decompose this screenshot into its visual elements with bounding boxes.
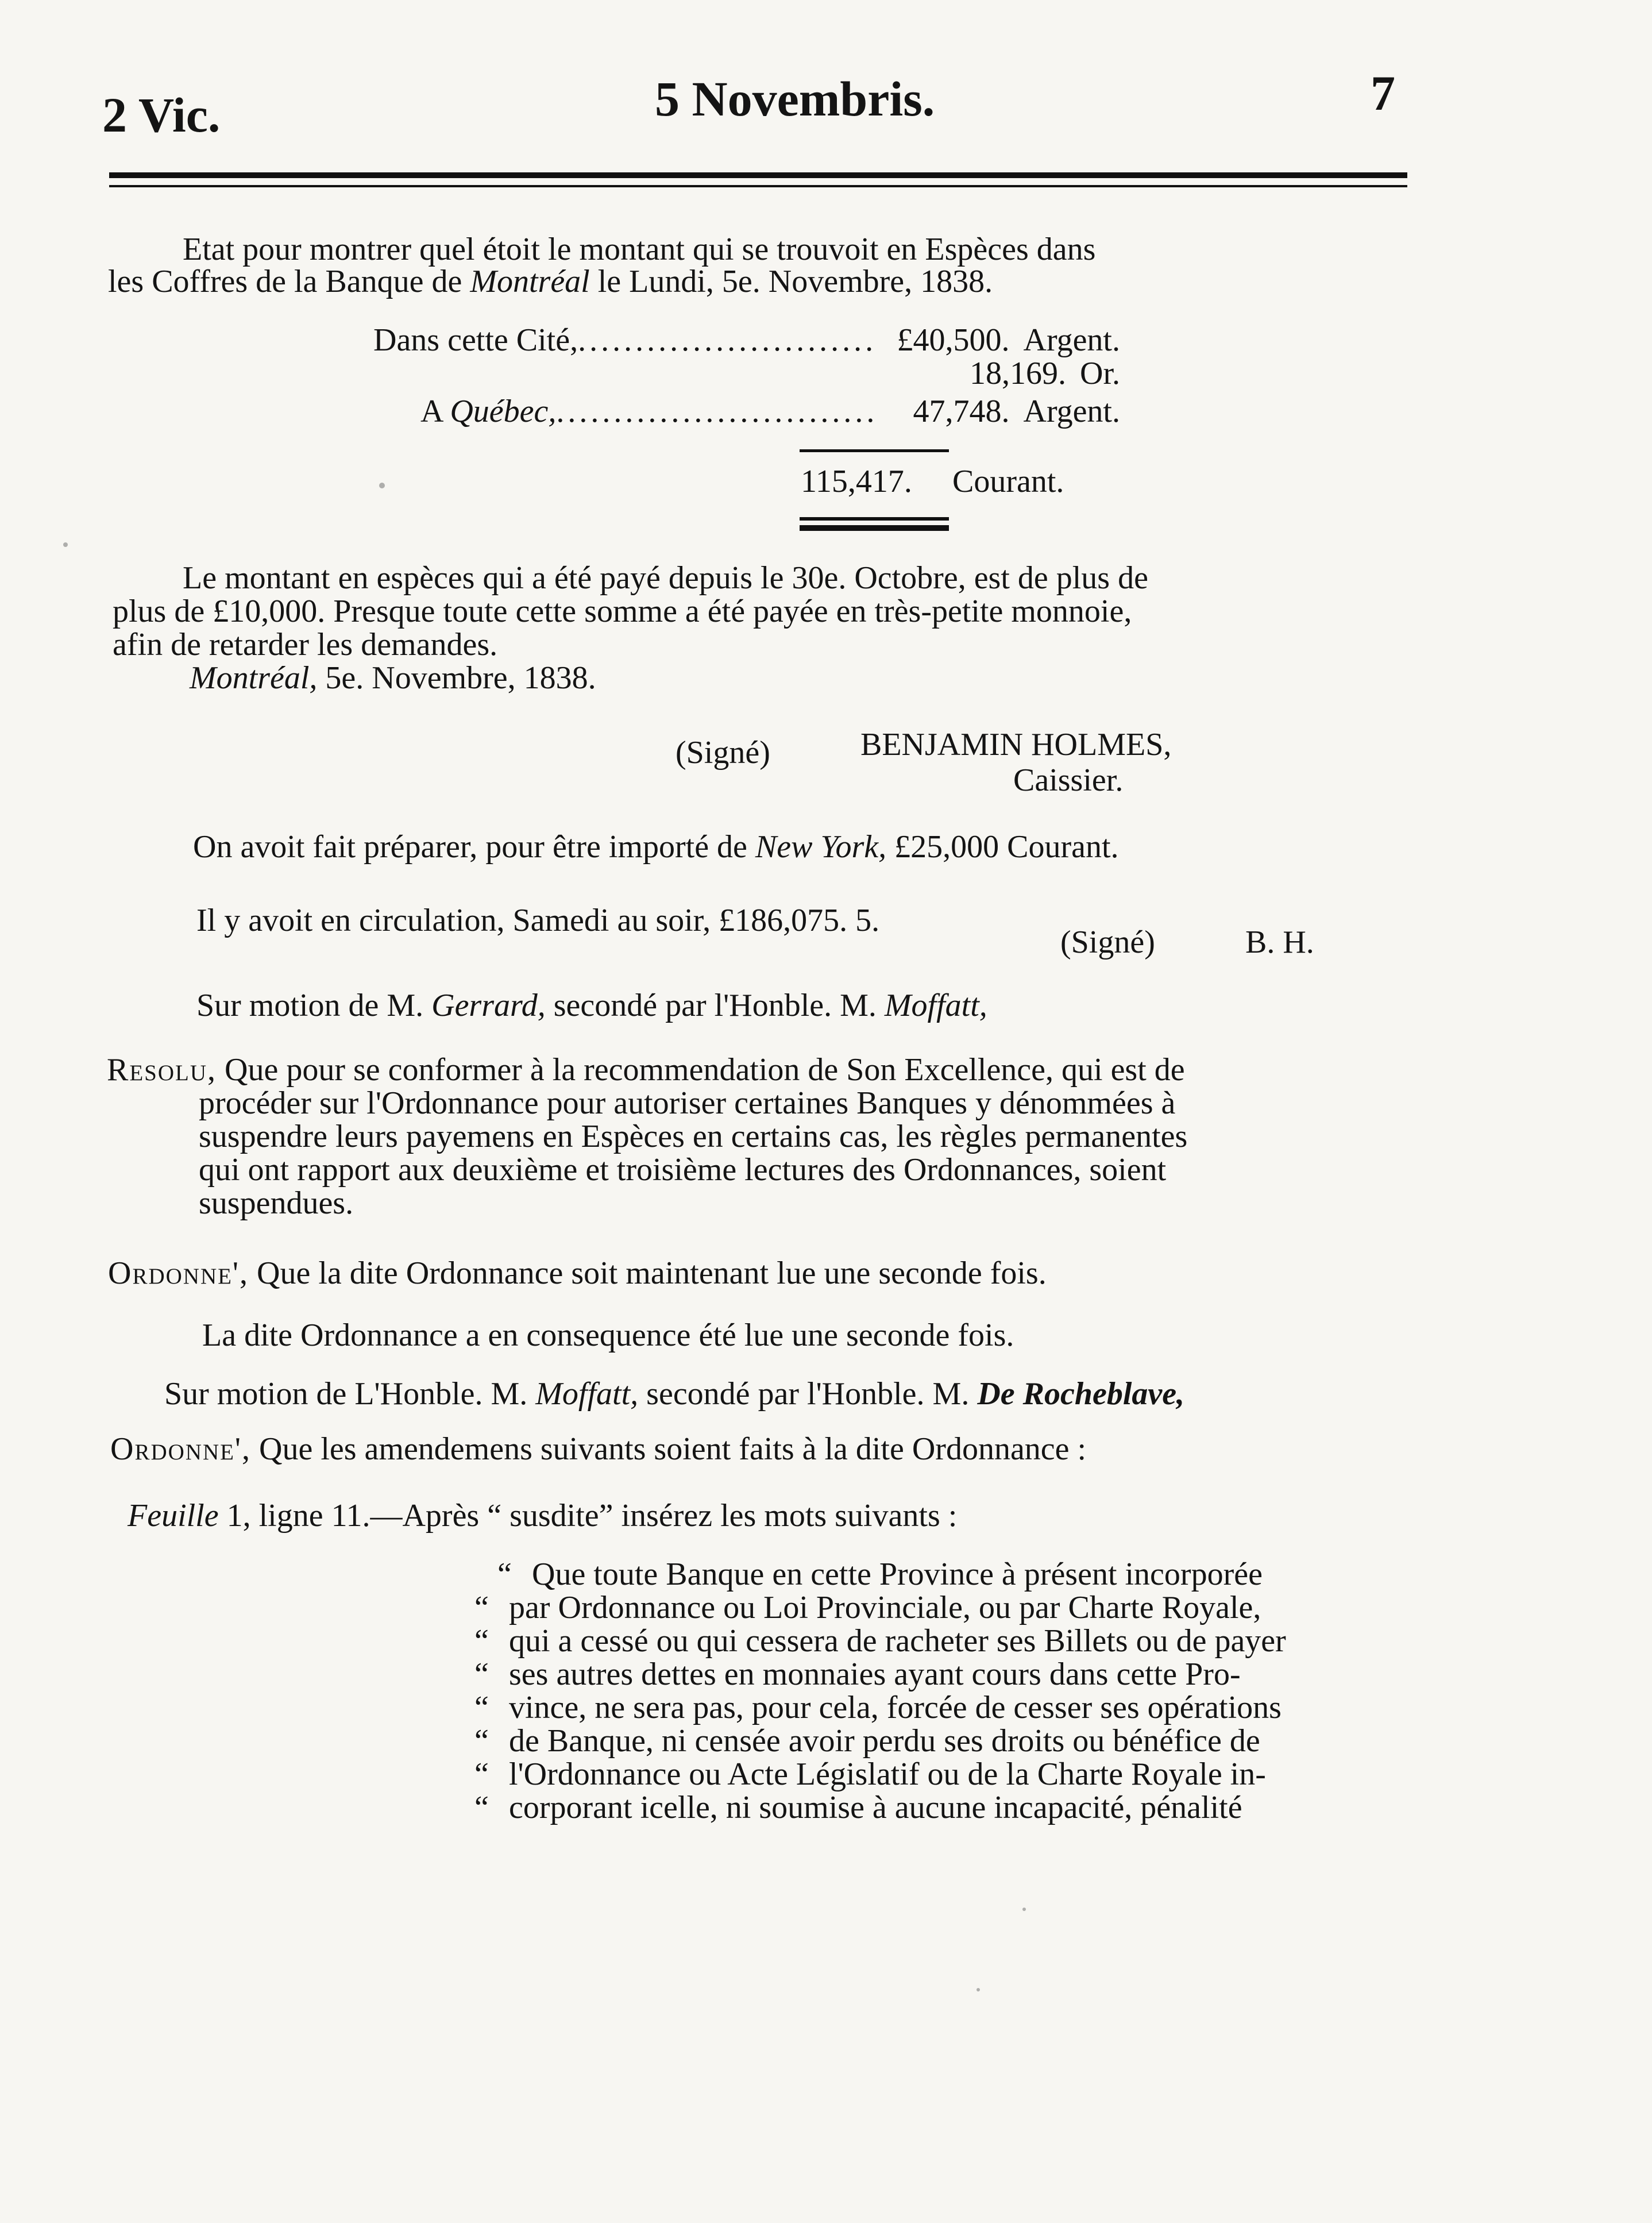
motion-line-2: Sur motion de L'Honble. M. Moffatt, secondé par l'Honble. M. De Rocheblave, <box>164 1376 1185 1412</box>
order-line-1: Ordonne', Que la dite Ordonnance soit maintenant lue une seconde fois. <box>108 1255 1047 1291</box>
statement-row-quebec: A Québec, ..... 47,748. Argent. <box>420 393 1120 430</box>
scan-speck <box>63 542 68 547</box>
dateline: Montréal, 5e. Novembre, 1838. <box>190 660 596 696</box>
resolution-line2: procéder sur l'Ordonnance pour autoriser certaines Banques y dénommées à <box>199 1085 1176 1121</box>
scan-speck <box>976 1988 980 1991</box>
statement-intro-line2: les Coffres de la Banque de Montréal le Lundi, 5e. Novembre, 1838. <box>108 264 993 299</box>
page-number: 7 <box>1371 66 1395 121</box>
amendment-intro: Feuille 1, ligne 11.—Après “ susdite” insérez les mots suivants : <box>128 1498 958 1534</box>
circulation-line: Il y avoit en circulation, Samedi au soir, £186,075. 5. <box>196 903 880 938</box>
motion-line-1: Sur motion de M. Gerrard, secondé par l'Honble. M. Moffatt, <box>196 988 987 1023</box>
quoted-line-5: “ vince, ne sera pas, pour cela, forcée de cesser ses opérations <box>474 1690 1282 1725</box>
quoted-line-6: “ de Banque, ni censée avoir perdu ses droits ou bénéfice de <box>474 1723 1260 1759</box>
place-montreal: Montréal <box>470 264 590 299</box>
resolution-line1: Resolu, Que pour se conformer à la recommendation de Son Excellence, qui est de <box>107 1052 1185 1088</box>
import-line: On avoit fait préparer, pour être importé de New York, £25,000 Courant. <box>193 829 1119 865</box>
quoted-line-3: “ qui a cessé ou qui cessera de racheter ses Billets ou de payer <box>474 1623 1286 1659</box>
running-head-left: 2 Vic. <box>102 87 221 142</box>
quoted-line-7: “ l'Ordonnance ou Acte Législatif ou de la Charte Royale in- <box>474 1756 1266 1792</box>
quoted-line-1: “ Que toute Banque en cette Province à présent incorporée <box>497 1557 1263 1592</box>
statement-total-unit: Courant. <box>952 464 1064 499</box>
leader-dots <box>578 322 877 359</box>
header-rule-bottom <box>109 185 1407 187</box>
scan-speck <box>1022 1908 1026 1911</box>
statement-row-city: Dans cette Cité, ..... £40,500. Argent. <box>373 322 1120 359</box>
resolution-label: Resolu, <box>107 1052 217 1088</box>
signed-label: (Signé) <box>676 735 770 770</box>
order-line-2: Ordonne', Que les amendemens suivants soient faits à la dite Ordonnance : <box>110 1431 1087 1467</box>
total-double-rule-bottom <box>800 525 949 531</box>
quoted-line-8: “ corporant icelle, ni soumise à aucune incapacité, pénalité <box>474 1790 1242 1825</box>
leader-dots <box>556 393 877 430</box>
statement-row-gold: 18,169. Or. <box>970 356 1120 391</box>
quoted-line-2: “ par Ordonnance ou Loi Provinciale, ou par Charte Royale, <box>474 1590 1261 1625</box>
scan-speck <box>379 483 385 488</box>
payment-line3: afin de retarder les demandes. <box>113 627 498 662</box>
payment-line1: Le montant en espèces qui a été payé depuis le 30e. Octobre, est de plus de <box>183 560 1148 596</box>
sum-rule <box>800 449 949 452</box>
second-reading-line: La dite Ordonnance a en consequence été lue une seconde fois. <box>202 1317 1014 1353</box>
resolution-line3: suspendre leurs payemens en Espèces en certains cas, les règles permanentes <box>199 1119 1188 1154</box>
statement-total-amount: 115,417. <box>801 464 912 499</box>
header-rule-top <box>109 172 1407 178</box>
quoted-line-4: “ ses autres dettes en monnaies ayant cours dans cette Pro- <box>474 1656 1241 1692</box>
resolution-line4: qui ont rapport aux deuxième et troisième lectures des Ordonnances, soient <box>199 1152 1167 1188</box>
resolution-line5: suspendues. <box>199 1185 354 1221</box>
statement-intro-line1: Etat pour montrer quel étoit le montant qui se trouvoit en Espèces dans <box>183 232 1096 267</box>
signatory-name: BENJAMIN HOLMES, <box>860 727 1172 762</box>
payment-line2: plus de £10,000. Presque toute cette somme a été payée en très-petite monnoie, <box>113 594 1132 629</box>
signed-label-2: (Signé) <box>1060 924 1155 960</box>
signatory-title: Caissier. <box>1013 762 1124 798</box>
signatory-initials: B. H. <box>1245 924 1314 960</box>
running-head-center: 5 Novembris. <box>655 71 935 126</box>
total-double-rule-top <box>800 517 949 521</box>
